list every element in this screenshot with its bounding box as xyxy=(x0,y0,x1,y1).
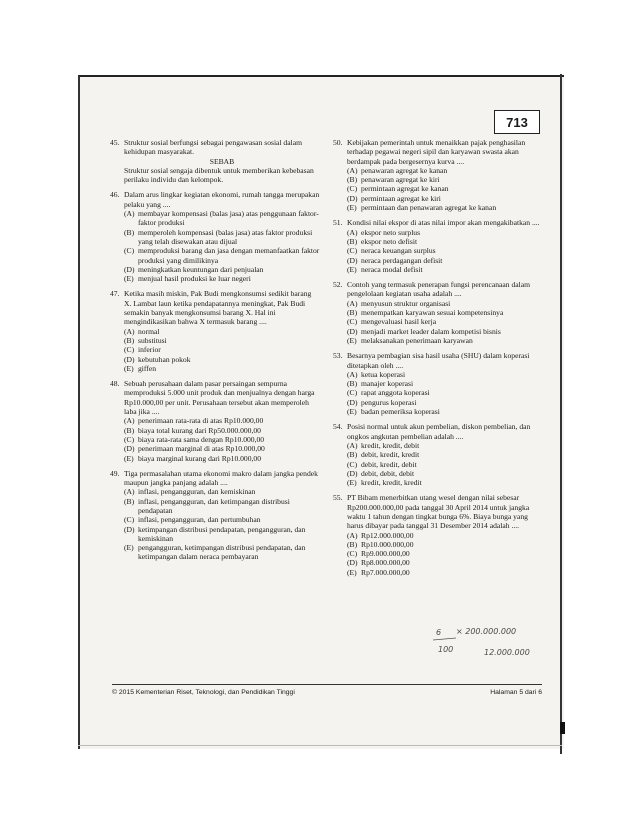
scan-bottom-edge xyxy=(78,745,562,746)
option-text: biaya marginal kurang dari Rp10.000,00 xyxy=(138,453,262,463)
option-text: inflasi, pengangguran, dan pertumbuhan xyxy=(138,515,261,525)
answer-options xyxy=(124,209,320,283)
answer-option[interactable] xyxy=(347,237,541,246)
answer-option[interactable] xyxy=(347,299,541,308)
option-letter: (B) xyxy=(124,496,135,506)
option-letter: (E) xyxy=(347,567,357,577)
option-letter: (B) xyxy=(124,425,135,435)
question-connector: SEBAB xyxy=(209,156,235,166)
option-letter: (B) xyxy=(347,450,358,460)
question-46 xyxy=(110,190,320,283)
answer-option[interactable] xyxy=(347,398,541,407)
option-text: inflasi, pengangguran, dan ketimpangan distribusi pendapatan xyxy=(138,496,290,515)
option-text: mengevaluasi hasil kerja xyxy=(361,317,437,327)
option-text: debit, debit, debit xyxy=(361,468,415,478)
question-number: 55. xyxy=(333,493,343,503)
option-text: badan pemeriksa koperasi xyxy=(361,407,440,417)
option-text: biaya rata-rata sama dengan Rp10.000,00 xyxy=(138,434,265,444)
option-text: Rp9.000.000,00 xyxy=(361,549,410,559)
answer-option[interactable] xyxy=(347,327,541,336)
option-text: permintaan agregat ke kiri xyxy=(361,193,441,203)
answer-option[interactable] xyxy=(347,175,541,184)
option-text: Rp7.000.000,00 xyxy=(361,567,410,577)
answer-option[interactable] xyxy=(347,460,541,469)
option-text: pengurus koperasi xyxy=(361,397,417,407)
answer-options xyxy=(347,299,541,345)
scan-edge-mark xyxy=(560,722,565,734)
option-text: kredit, kredit, kredit xyxy=(361,478,422,488)
option-letter: (D) xyxy=(124,444,135,454)
option-text: inflasi, pengangguran, dan kemiskinan xyxy=(138,487,256,497)
option-letter: (A) xyxy=(124,326,135,336)
footer-page-count: Halaman 5 dari 6 xyxy=(490,689,542,696)
answer-options xyxy=(347,531,541,577)
answer-option[interactable] xyxy=(124,454,320,463)
question-number: 52. xyxy=(333,280,343,290)
option-text: penawaran agregat ke kanan xyxy=(361,165,448,175)
answer-option[interactable] xyxy=(347,558,541,567)
answer-option[interactable] xyxy=(124,525,320,544)
answer-options xyxy=(347,370,541,416)
answer-option[interactable] xyxy=(347,317,541,326)
option-letter: (E) xyxy=(347,264,357,274)
question-text: Struktur sosial berfungsi sebagai pengawasan sosial dalam kehidupan masyarakat. xyxy=(124,138,302,157)
answer-option[interactable] xyxy=(124,345,320,354)
question-reason: Struktur sosial sengaja dibentuk untuk memberikan kebebasan perilaku individu dan kelompok. xyxy=(124,165,314,185)
option-text: substitusi xyxy=(138,335,167,345)
question-number: 47. xyxy=(110,289,120,299)
option-letter: (B) xyxy=(347,175,358,185)
option-letter: (D) xyxy=(124,264,135,274)
option-letter: (C) xyxy=(124,515,135,525)
option-letter: (D) xyxy=(347,397,358,407)
option-text: inferior xyxy=(138,345,161,355)
answer-option[interactable] xyxy=(347,184,541,193)
answer-option[interactable] xyxy=(347,379,541,388)
answer-options xyxy=(124,327,320,373)
option-letter: (A) xyxy=(347,165,358,175)
option-text: neraca modal defisit xyxy=(361,264,423,274)
option-text: giffen xyxy=(138,363,156,373)
question-55 xyxy=(333,493,541,577)
option-letter: (A) xyxy=(124,487,135,497)
option-letter: (E) xyxy=(124,363,134,373)
option-letter: (E) xyxy=(347,335,357,345)
option-letter: (C) xyxy=(347,317,358,327)
option-letter: (C) xyxy=(124,246,135,256)
option-text: ekspor neto surplus xyxy=(361,227,421,237)
answer-options xyxy=(124,487,320,561)
answer-option[interactable] xyxy=(347,549,541,558)
question-text: Dalam arus lingkar kegiatan ekonomi, rumah tangga merupakan pelaku yang .... xyxy=(124,190,320,209)
option-text: menjadi market leader dalam kompetisi bisnis xyxy=(361,326,501,336)
option-text: permintaan agregat ke kanan xyxy=(361,184,449,194)
option-text: meningkatkan keuntungan dari penjualan xyxy=(138,264,264,274)
option-text: pengangguran, ketimpangan distribusi pendapatan, dan ketimpangan dalam neraca pembayaran xyxy=(138,543,306,562)
option-letter: (D) xyxy=(347,255,358,265)
answer-option[interactable] xyxy=(347,370,541,379)
question-52 xyxy=(333,280,541,345)
answer-option[interactable] xyxy=(124,355,320,364)
option-letter: (A) xyxy=(347,227,358,237)
option-letter: (B) xyxy=(347,236,358,246)
answer-options xyxy=(347,441,541,487)
question-number: 51. xyxy=(333,218,343,228)
answer-option[interactable] xyxy=(124,426,320,435)
option-text: menempatkan karyawan sesuai kompetensinya xyxy=(361,308,504,318)
option-text: debit, kredit, kredit xyxy=(361,450,420,460)
answer-option[interactable] xyxy=(347,203,541,212)
answer-option[interactable] xyxy=(347,531,541,540)
option-text: permintaan dan penawaran agregat ke kanan xyxy=(361,203,497,213)
option-text: rapat anggota koperasi xyxy=(361,388,430,398)
question-text: Ketika masih miskin, Pak Budi mengkonsumsi sedikit barang X. Lambat laun ketika pendapatannya meningkat, Pak Budi semakin banyak mengkonsumsi barang X. Hal ini mengindikasikan bahwa X termasuk barang .... xyxy=(124,289,312,327)
answer-option[interactable] xyxy=(347,308,541,317)
page-number-box: 713 xyxy=(494,110,540,134)
option-letter: (E) xyxy=(124,453,134,463)
question-50 xyxy=(333,138,541,212)
option-letter: (D) xyxy=(347,558,358,568)
option-text: manajer koperasi xyxy=(361,379,414,389)
answer-option[interactable] xyxy=(124,265,320,274)
question-51 xyxy=(333,218,541,274)
option-text: penerimaan marginal di atas Rp10.000,00 xyxy=(138,444,265,454)
option-text: melaksanakan penerimaan karyawan xyxy=(361,335,473,345)
option-text: Rp10.000.000,00 xyxy=(361,539,414,549)
answer-option[interactable] xyxy=(347,228,541,237)
question-54 xyxy=(333,422,541,487)
option-letter: (E) xyxy=(124,543,134,553)
option-letter: (E) xyxy=(347,203,357,213)
option-letter: (A) xyxy=(347,530,358,540)
question-text: Posisi normal untuk akun pembelian, diskon pembelian, dan ongkos angkutan pembelian adalah .... xyxy=(347,422,531,441)
answer-option[interactable] xyxy=(124,228,320,247)
option-letter: (E) xyxy=(124,274,134,284)
page-footer xyxy=(112,684,542,696)
question-text: Contoh yang termasuk penerapan fungsi perencanaan dalam pengelolaan kegiatan usaha adalah .... xyxy=(347,280,531,299)
option-letter: (A) xyxy=(347,440,358,450)
answer-option[interactable] xyxy=(347,194,541,203)
answer-option[interactable] xyxy=(347,166,541,175)
option-letter: (B) xyxy=(347,308,358,318)
option-letter: (A) xyxy=(124,209,135,219)
option-letter: (C) xyxy=(347,459,358,469)
question-49 xyxy=(110,469,320,562)
option-letter: (A) xyxy=(347,298,358,308)
answer-option[interactable] xyxy=(124,497,320,516)
answer-option[interactable] xyxy=(124,444,320,453)
option-letter: (C) xyxy=(347,184,358,194)
option-text: neraca keuangan surplus xyxy=(361,246,436,256)
option-letter: (B) xyxy=(124,335,135,345)
question-number: 46. xyxy=(110,190,120,200)
answer-option[interactable] xyxy=(347,336,541,345)
option-text: neraca perdagangan defisit xyxy=(361,255,443,265)
question-text: PT Bibam menerbitkan utang wesel dengan nilai sebesar Rp200.000.000,00 pada tanggal 30 April 2014 untuk jangka waktu 1 tahun dengan tingkat bunga 6%. Biaya bunga yang harus dibayar pada tanggal 31 Desember 2014 adalah .... xyxy=(347,493,530,531)
option-letter: (E) xyxy=(347,478,357,488)
answer-option[interactable] xyxy=(124,209,320,228)
question-number: 49. xyxy=(110,468,120,478)
answer-option[interactable] xyxy=(347,568,541,577)
answer-option[interactable] xyxy=(124,515,320,524)
option-letter: (D) xyxy=(347,468,358,478)
question-text: Besarnya pembagian sisa hasil usaha (SHU) dalam koperasi ditetapkan oleh .... xyxy=(347,351,530,370)
answer-option[interactable] xyxy=(347,540,541,549)
answer-option[interactable] xyxy=(124,246,320,265)
scan-right-edge xyxy=(560,74,562,754)
option-letter: (D) xyxy=(347,193,358,203)
answer-option[interactable] xyxy=(124,327,320,336)
question-text: Sebuah perusahaan dalam pasar persaingan sempurna memproduksi 5.000 unit produk dan menjualnya dengan harga Rp10.000,00 per unit. Perusahaan tersebut akan memperoleh laba jika .... xyxy=(124,379,315,417)
option-text: ekspor neto defisit xyxy=(361,236,418,246)
option-text: Rp8.000.000,00 xyxy=(361,558,410,568)
answer-option[interactable] xyxy=(347,265,541,274)
answer-option[interactable] xyxy=(347,388,541,397)
answer-option[interactable] xyxy=(347,246,541,255)
answer-option[interactable] xyxy=(124,435,320,444)
option-text: memproduksi barang dan jasa dengan memanfaatkan faktor produksi yang dimilikinya xyxy=(138,246,320,265)
option-text: debit, kredit, debit xyxy=(361,459,417,469)
option-letter: (E) xyxy=(347,407,357,417)
option-letter: (A) xyxy=(124,416,135,426)
handwritten-note-hundred: 100 xyxy=(438,645,454,654)
option-text: membayar kompensasi (balas jasa) atas penggunaan faktor-faktor produksi xyxy=(138,209,319,228)
question-48 xyxy=(110,379,320,463)
option-text: penawaran agregat ke kiri xyxy=(361,175,440,185)
question-text: Kebijakan pemerintah untuk menaikkan pajak penghasilan terhadap pegawai negeri sipil dan karyawan swasta akan berdampak pada bergesernya kurva .... xyxy=(347,138,526,166)
option-letter: (C) xyxy=(124,345,135,355)
answer-option[interactable] xyxy=(124,274,320,283)
option-text: biaya total kurang dari Rp50.000.000,00 xyxy=(138,425,261,435)
option-letter: (D) xyxy=(347,326,358,336)
answer-option[interactable] xyxy=(347,441,541,450)
footer-copyright: © 2015 Kementerian Riset, Teknologi, dan Pendidikan Tinggi xyxy=(112,689,295,696)
option-letter: (D) xyxy=(124,524,135,534)
option-letter: (B) xyxy=(347,379,358,389)
question-number: 53. xyxy=(333,351,343,361)
option-text: menjual hasil produksi ke luar negeri xyxy=(138,274,251,284)
option-letter: (C) xyxy=(124,434,135,444)
question-text: Tiga permasalahan utama ekonomi makro dalam jangka pendek maupun jangka panjang adalah .... xyxy=(124,468,318,488)
answer-option[interactable] xyxy=(124,336,320,345)
option-text: penerimaan rata-rata di atas Rp10.000,00 xyxy=(138,416,264,426)
answer-option[interactable] xyxy=(124,364,320,373)
handwritten-note-result: 12.000.000 xyxy=(484,648,530,657)
question-number: 54. xyxy=(333,422,343,432)
question-45 xyxy=(110,138,320,184)
question-47 xyxy=(110,289,320,373)
question-text: Kondisi nilai ekspor di atas nilai impor akan mengakibatkan .... xyxy=(347,218,540,228)
question-number: 50. xyxy=(333,138,343,147)
option-letter: (A) xyxy=(347,369,358,379)
answer-option[interactable] xyxy=(124,543,320,562)
option-letter: (C) xyxy=(347,388,358,398)
option-letter: (C) xyxy=(347,246,358,256)
answer-options xyxy=(124,416,320,462)
answer-option[interactable] xyxy=(124,487,320,496)
answer-options xyxy=(347,228,541,274)
option-text: memperoleh kompensasi (balas jasa) atas faktor produksi yang telah disewakan atau dijual xyxy=(138,227,313,246)
handwritten-note-multiply: × 200.000.000 xyxy=(456,627,517,636)
option-letter: (B) xyxy=(347,539,358,549)
option-letter: (B) xyxy=(124,227,135,237)
answer-option[interactable] xyxy=(347,469,541,478)
option-letter: (C) xyxy=(347,549,358,559)
option-text: ketua koperasi xyxy=(361,369,406,379)
right-column xyxy=(333,138,541,583)
option-text: ketimpangan distribusi pendapatan, pengangguran, dan kemiskinan xyxy=(138,524,306,543)
answer-option[interactable] xyxy=(347,450,541,459)
option-text: menyusun struktur organisasi xyxy=(361,298,451,308)
left-column xyxy=(110,138,320,568)
option-text: Rp12.000.000,00 xyxy=(361,530,414,540)
answer-option[interactable] xyxy=(347,256,541,265)
option-text: normal xyxy=(138,326,160,336)
answer-options xyxy=(347,166,541,212)
option-text: kredit, kredit, debit xyxy=(361,440,420,450)
option-letter: (D) xyxy=(124,354,135,364)
answer-option[interactable] xyxy=(347,407,541,416)
answer-option[interactable] xyxy=(347,478,541,487)
option-text: kebutuhan pokok xyxy=(138,354,191,364)
question-number: 48. xyxy=(110,379,120,389)
question-number: 45. xyxy=(110,138,120,147)
question-53 xyxy=(333,351,541,416)
answer-option[interactable] xyxy=(124,416,320,425)
handwritten-note-six: 6 xyxy=(436,628,442,637)
